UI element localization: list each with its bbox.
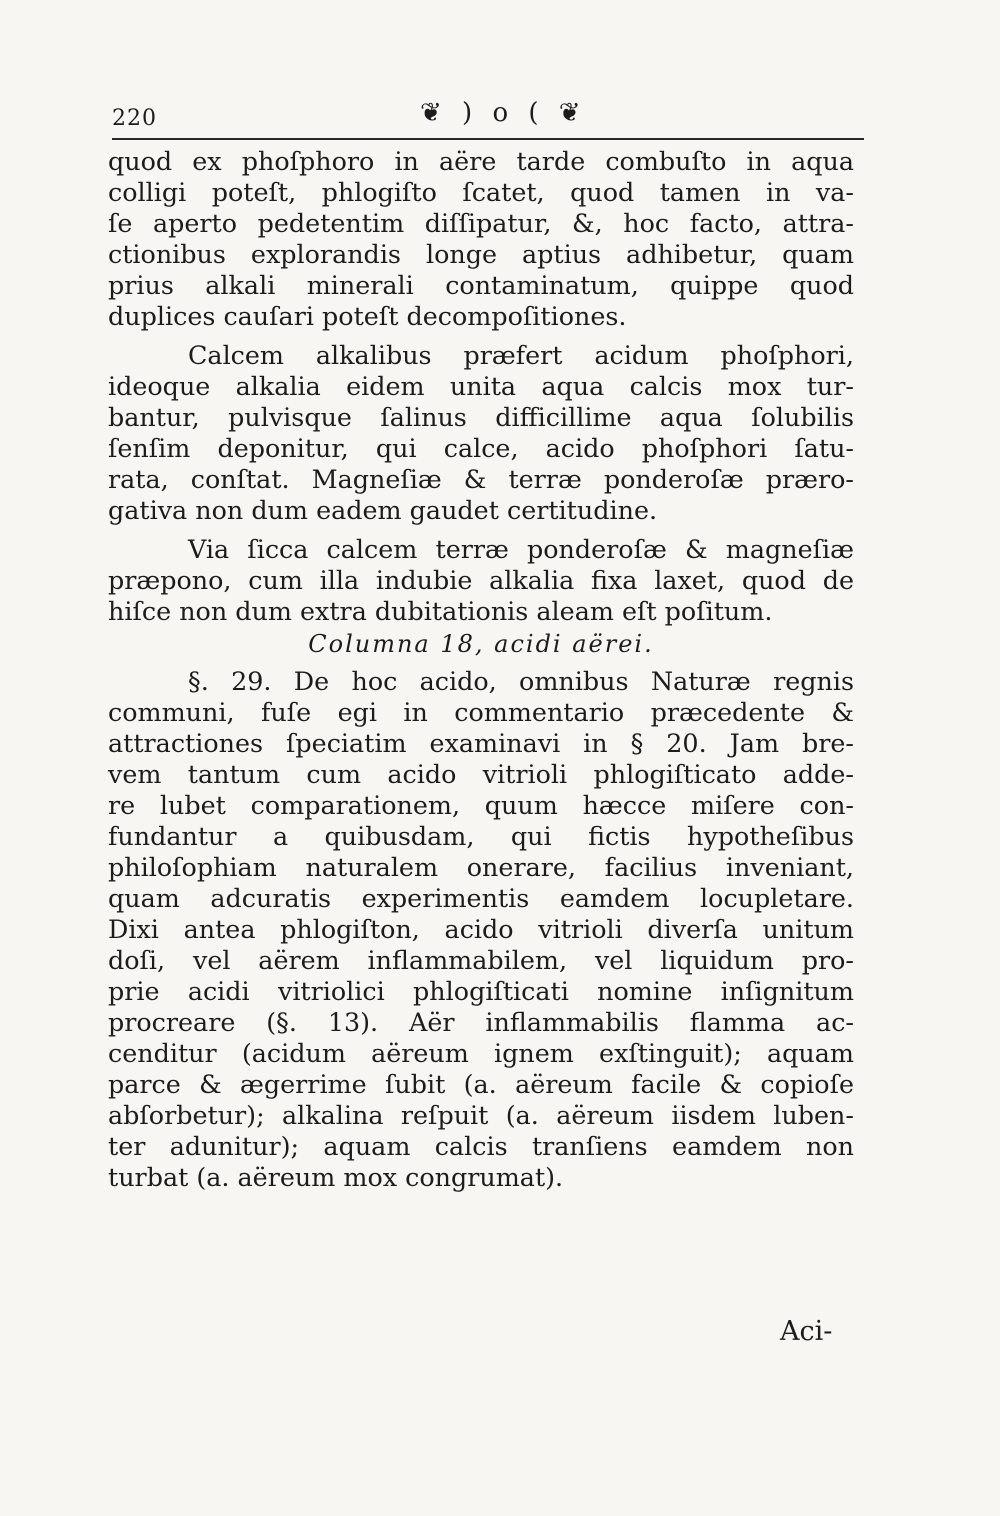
text-line: parce & ægerrime ſubit (a. aëreum facile & copioſe [108, 1069, 854, 1099]
page-header [112, 98, 862, 134]
paragraph-4 [108, 666, 854, 1193]
text-line: ter adunitur); aquam calcis tranſiens eamdem non [108, 1131, 854, 1161]
text-line: quod ex phoſphoro in aëre tarde combuſto in aqua [108, 146, 854, 176]
text-line: procreare (§. 13). Aër inflammabilis flamma ac- [108, 1007, 854, 1037]
text-line: abſorbetur); alkalina reſpuit (a. aëreum iisdem luben- [108, 1100, 854, 1130]
text-line: turbat (a. aëreum mox congrumat). [108, 1162, 564, 1192]
text-line: bantur, pulvisque ſalinus difficillime aqua ſolubilis [108, 402, 854, 432]
text-line: ſenſim deponitur, qui calce, acido phoſphori ſatu- [108, 433, 854, 463]
page-number: 220 [112, 106, 157, 131]
paragraph-3 [108, 534, 854, 627]
header-rule [112, 138, 864, 140]
text-line: Dixi antea phlogiſton, acido vitrioli diverſa unitum [108, 914, 854, 944]
text-line: re lubet comparationem, quum hæcce miſere con- [108, 790, 854, 820]
text-line: Calcem alkalibus præfert acidum phoſphori, [188, 340, 854, 370]
text-line: attractiones ſpeciatim examinavi in § 20. Jam bre- [108, 728, 854, 758]
text-line: doſi, vel aërem inflammabilem, vel liquidum pro- [108, 945, 854, 975]
text-line: communi, fuſe egi in commentario præcedente & [108, 697, 854, 727]
text-line: quam adcuratis experimentis eamdem locupletare. [108, 883, 854, 913]
body-text [108, 146, 854, 1193]
text-line: colligi poteſt, phlogiſto ſcatet, quod tamen in va- [108, 177, 854, 207]
text-line: Via ſicca calcem terræ ponderoſæ & magneſiæ [188, 534, 854, 564]
paragraph-2 [108, 340, 854, 526]
text-line: hiſce non dum extra dubitationis aleam eſt poſitum. [108, 596, 773, 626]
text-line: cenditur (acidum aëreum ignem exſtinguit); aquam [108, 1038, 854, 1068]
paragraph-1 [108, 146, 854, 332]
text-line: rata, conſtat. Magneſiæ & terræ ponderoſæ præro- [108, 464, 854, 494]
text-line: ctionibus explorandis longe aptius adhibetur, quam [108, 239, 854, 269]
text-line: præpono, cum illa indubie alkalia fixa laxet, quod de [108, 565, 854, 595]
text-line: duplices cauſari poteſt decompoſitiones. [108, 301, 627, 331]
text-line: prie acidi vitriolici phlogiſticati nomine inſignitum [108, 976, 854, 1006]
text-line: prius alkali minerali contaminatum, quippe quod [108, 270, 854, 300]
text-line: ideoque alkalia eidem unita aqua calcis mox tur- [108, 371, 854, 401]
text-line: philoſophiam naturalem onerare, facilius inveniant, [108, 852, 854, 882]
section-title: Columna 18, acidi aërei. [308, 630, 654, 658]
text-line: gativa non dum eadem gaudet certitudine. [108, 495, 658, 525]
running-head-ornament: ❦ ) o ( ❦ [420, 98, 587, 128]
text-line: vem tantum cum acido vitrioli phlogiſticato adde- [108, 759, 854, 789]
text-line: fundantur a quibusdam, qui fictis hypotheſibus [108, 821, 854, 851]
catchword: Aci- [780, 1316, 833, 1347]
text-line: ſe aperto pedetentim diſſipatur, &, hoc facto, attra- [108, 208, 854, 238]
text-line: §. 29. De hoc acido, omnibus Naturæ regnis [188, 666, 854, 696]
